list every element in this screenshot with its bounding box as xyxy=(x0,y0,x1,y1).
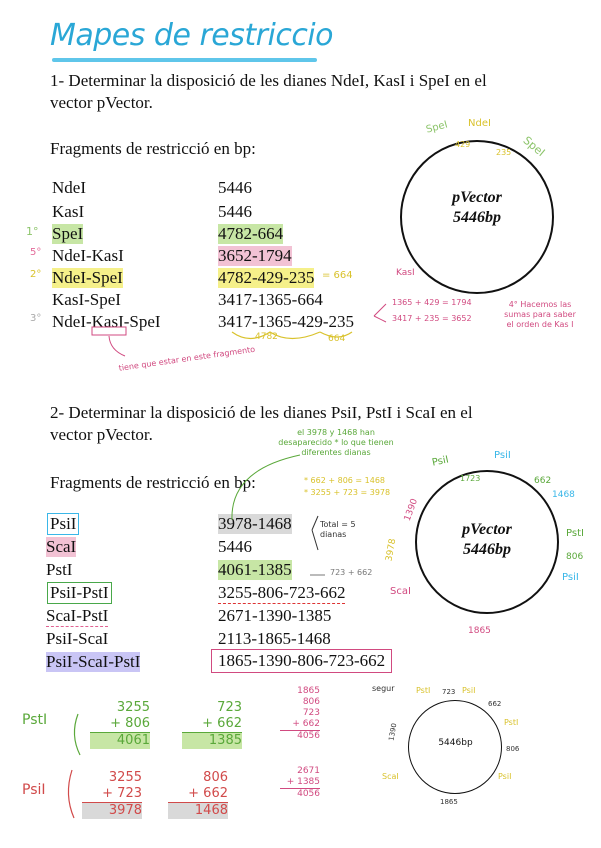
q1-sizes: 3652-1794 xyxy=(218,246,292,265)
q1-sizes: 3417-1365-429-235 xyxy=(218,312,354,331)
map-label-ndei: NdeI xyxy=(468,118,491,129)
fragment-box xyxy=(92,327,126,335)
map-fragment-1865: 1865 xyxy=(468,626,491,636)
green-eq-1: * 662 + 806 = 1468 xyxy=(304,476,386,485)
q1-enzyme: KasI xyxy=(52,202,85,221)
map-label-spei-2: SpeI xyxy=(520,133,548,160)
annotation-664: = 664 xyxy=(322,270,353,281)
small-map-723: 723 xyxy=(442,688,456,696)
plasmid-size: 5446bp xyxy=(463,541,511,558)
order-mark: 5° xyxy=(30,247,42,258)
map-fragment-429: 429 xyxy=(455,140,471,149)
small-map-1865: 1865 xyxy=(440,798,458,806)
green-curve xyxy=(232,455,300,520)
sum-line-1: 1365 + 429 = 1794 xyxy=(392,298,472,307)
q2-sizes: 5446 xyxy=(218,537,252,556)
sum-line-2: 3417 + 235 = 3652 xyxy=(392,314,472,323)
q1-sizes: 4782-664 xyxy=(218,224,284,243)
green-note: el 3978 y 1468 han desaparecido * lo que tienen diferentes dianas xyxy=(278,428,394,457)
plasmid-size: 5446bp xyxy=(453,209,501,226)
brace-4782 xyxy=(232,332,320,339)
q2-enzyme: PsiI xyxy=(50,514,77,533)
q2-enzyme: PsiI-ScaI-PstI xyxy=(46,652,141,671)
small-map-1390: 1390 xyxy=(387,722,399,742)
q1-sizes: 5446 xyxy=(218,178,252,197)
calc-brace-pst xyxy=(74,714,80,755)
calc-result: 1385 xyxy=(182,732,242,749)
map-fragment-235: 235 xyxy=(496,148,512,157)
q1-enzyme: SpeI xyxy=(52,224,84,243)
calc-line: 3255 xyxy=(116,700,150,715)
map-fragment-806: 806 xyxy=(566,552,584,562)
plasmid-name: pVector xyxy=(462,521,512,538)
q2-sizes: 2671-1390-1385 xyxy=(218,606,332,625)
q1-heading-line2: vector pVector. xyxy=(50,93,153,112)
map-label-psi-1: PsiI xyxy=(431,454,450,469)
calc-result: 1468 xyxy=(168,802,228,819)
calc-psii-label: PsiI xyxy=(22,782,46,798)
map-label-pst: PstI xyxy=(566,528,584,539)
calc-line: 806 xyxy=(203,770,228,785)
small-map-psi-right: PsiI xyxy=(498,772,512,781)
calc-psti-label: PstI xyxy=(22,712,48,728)
q1-enzyme: NdeI xyxy=(52,178,86,197)
calc-result: 4056 xyxy=(280,788,320,800)
calc-line: + 806 xyxy=(110,716,150,731)
curve-line xyxy=(109,336,125,356)
q1-enzyme: KasI-SpeI xyxy=(52,290,121,309)
q1-heading-line1: 1- Determinar la disposició de les dianes NdeI, KasI i SpeI en el xyxy=(50,71,487,90)
q2-sizes: 3978-1468 xyxy=(218,514,292,533)
q2-enzyme: ScaI xyxy=(46,537,77,556)
map-label-spei: SpeI xyxy=(424,119,449,136)
order-mark: 1° xyxy=(26,225,39,238)
calc-line: 723 xyxy=(302,708,320,718)
map-label-psi-2: PsiI xyxy=(494,450,511,461)
brace-664 xyxy=(320,332,352,337)
q2-heading-line1: 2- Determinar la disposició de les dianes PsiI, PstI i ScaI en el xyxy=(50,403,473,422)
calc-line: + 662 xyxy=(188,786,228,801)
q1-enzyme: NdeI-KasI xyxy=(52,246,124,265)
calc-line: 723 xyxy=(217,700,242,715)
calc-line: + 662 xyxy=(202,716,242,731)
q1-fragments-label: Fragments de restricció en bp: xyxy=(50,139,256,158)
map-fragment-1390: 1390 xyxy=(402,497,421,523)
small-map-662: 662 xyxy=(488,700,502,708)
q1-enzyme: NdeI-SpeI xyxy=(52,268,123,287)
q2-enzyme: PsiI-ScaI xyxy=(46,629,109,648)
order-mark: 2° xyxy=(30,269,42,280)
eq-723: 723 + 662 xyxy=(330,568,373,577)
brace-label-4782: 4782 xyxy=(255,332,278,342)
small-plasmid-size: 5446bp xyxy=(438,738,473,748)
curve-note: tiene que estar en este fragmento xyxy=(118,344,256,373)
calc-line: + 1385 xyxy=(286,777,320,787)
plasmid-name: pVector xyxy=(452,189,502,206)
calc-result: 3978 xyxy=(82,802,142,819)
q2-enzyme: ScaI-PstI xyxy=(46,606,109,625)
chevron-arrow xyxy=(374,304,386,322)
q1-sizes: 3417-1365-664 xyxy=(218,290,323,309)
small-map-sca: ScaI xyxy=(382,772,399,781)
step4-note: 4° Hacemos las sumas para saber el orden de Kas I xyxy=(504,300,576,329)
brace-label-664: 664 xyxy=(328,334,346,344)
q2-heading-line2: vector pVector. xyxy=(50,425,153,444)
total-note: Total = 5 dianas xyxy=(320,520,356,539)
small-map-806: 806 xyxy=(506,745,520,753)
calc-line: + 662 xyxy=(292,719,320,729)
calc-result: 4061 xyxy=(90,732,150,749)
map-fragment-1723: 1723 xyxy=(460,474,481,483)
map-label-sca: ScaI xyxy=(390,586,411,597)
order-mark: 3° xyxy=(30,313,42,324)
q2-enzyme: PsiI-PstI xyxy=(50,583,109,602)
calc-line: 3255 xyxy=(108,770,142,785)
map-label-psi-3: PsiI xyxy=(562,572,579,583)
q1-enzyme: NdeI-KasI-SpeI xyxy=(52,312,161,331)
q2-sizes: 3255-806-723-662 xyxy=(218,583,346,602)
q2-fragments-label: Fragments de restricció en bp: xyxy=(50,473,256,492)
q2-sizes: 2113-1865-1468 xyxy=(218,629,331,648)
calc-brace-psi xyxy=(68,770,74,818)
calc-line: + 723 xyxy=(102,786,142,801)
calc-result: 4056 xyxy=(280,730,320,742)
small-map-pst: PstI xyxy=(416,686,431,695)
calc-line: 2671 xyxy=(297,766,320,776)
map-label-kasi: KasI xyxy=(396,268,415,278)
page-title: Mapes de restriccio xyxy=(50,18,333,53)
small-map-pst-right: PstI xyxy=(504,718,519,727)
small-map-psi: PsiI xyxy=(462,686,476,695)
green-eq-2: * 3255 + 723 = 3978 xyxy=(304,488,391,497)
q2-enzyme: PstI xyxy=(46,560,73,579)
calc-line: 806 xyxy=(302,697,320,707)
calc-line: 1865 xyxy=(297,686,320,696)
q1-sizes: 5446 xyxy=(218,202,252,221)
q2-sizes: 1865-1390-806-723-662 xyxy=(212,650,391,672)
q2-sizes: 4061-1385 xyxy=(218,560,292,579)
total-brace xyxy=(312,516,318,550)
map-fragment-3978: 3978 xyxy=(384,537,399,563)
map-fragment-1468: 1468 xyxy=(552,490,575,500)
q1-sizes: 4782-429-235 xyxy=(218,268,315,287)
segur-label: segur xyxy=(372,684,395,693)
map-fragment-662: 662 xyxy=(534,476,552,486)
